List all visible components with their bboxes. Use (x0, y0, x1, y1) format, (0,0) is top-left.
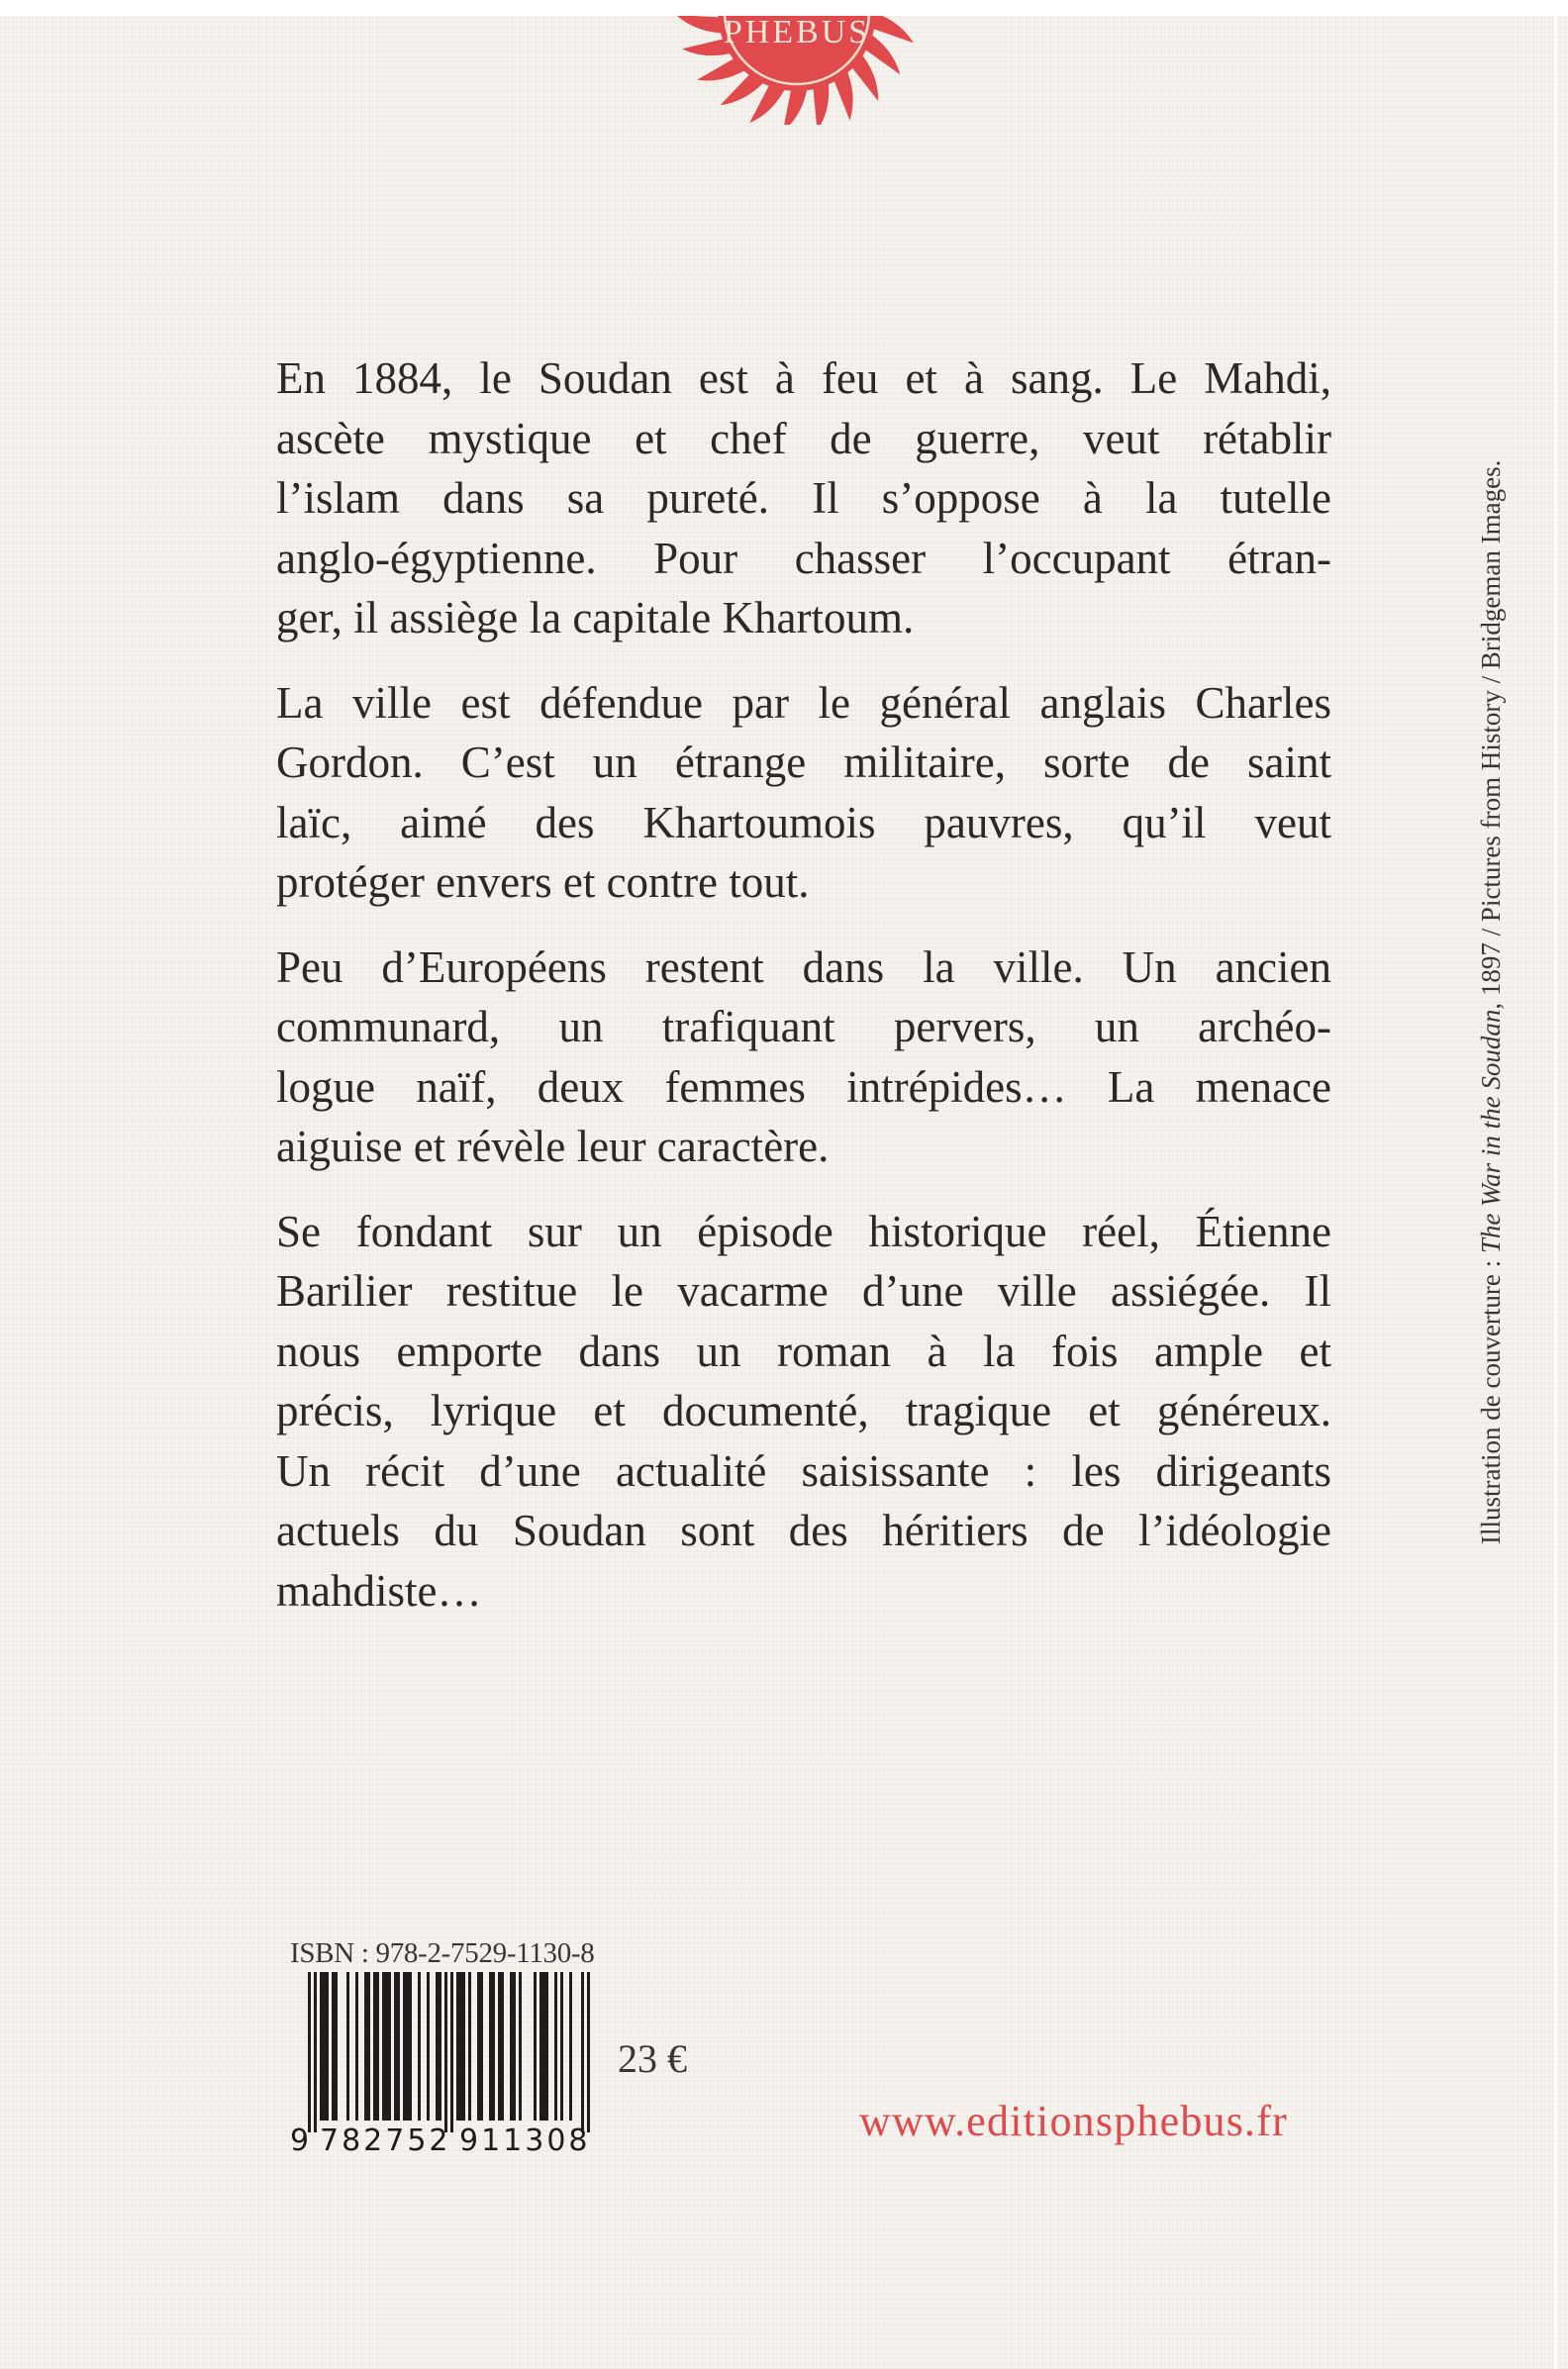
barcode-bar (355, 1972, 358, 2121)
blurb-line: mahdiste… (276, 1565, 482, 1616)
barcode-bar (534, 1972, 537, 2121)
barcode-bar (376, 1972, 379, 2121)
blurb-line: Un récit d’une actualité saisissante : les dirigeants (276, 1445, 1331, 1496)
barcode-bar (409, 1972, 412, 2121)
barcode-bar (569, 1972, 572, 2121)
blurb-line: logue naïf, deux femmes intrépides… La menace (276, 1061, 1331, 1112)
blurb-line: nous emporte dans un roman à la fois ample et (276, 1326, 1331, 1376)
barcode-bar (326, 1972, 329, 2121)
barcode-bar (545, 1972, 548, 2121)
barcode-bar (346, 1972, 349, 2121)
blurb-line: ger, il assiège la capitale Khartoum. (276, 593, 915, 642)
barcode-bar (554, 1972, 557, 2121)
scan-top-margin (0, 0, 1568, 16)
barcode-bar (439, 1972, 441, 2121)
blurb-line: laïc, aimé des Khartoumois pauvres, qu’il veut (276, 797, 1331, 847)
barcode-bar (459, 1972, 462, 2121)
barcode-bar (462, 1972, 465, 2121)
barcode-bar (480, 1972, 483, 2121)
barcode-bar (539, 1972, 542, 2121)
barcode-bar (320, 1972, 323, 2121)
barcode-bar (382, 1972, 385, 2121)
blurb-paragraph (276, 348, 1331, 648)
barcode-bar (581, 1972, 584, 2132)
barcode-bar (510, 1972, 513, 2121)
credit-suffix: , 1897 / Pictures from History / Bridgeman Images. (1476, 459, 1506, 1010)
blurb-line: Gordon. C’est un étrange militaire, sorte de saint (276, 738, 1331, 787)
blurb-line: protéger envers et contre tout. (276, 857, 810, 907)
barcode-bar (403, 1972, 406, 2121)
book-blurb (276, 348, 1331, 1645)
price: 23 € (618, 2036, 687, 2081)
barcode-bar (385, 1972, 388, 2121)
barcode-bar (519, 1972, 522, 2121)
cover-edge (1554, 16, 1557, 2369)
blurb-line: anglo-égyptienne. Pour chasser l’occupant étran- (276, 533, 1331, 583)
blurb-line: l’islam dans sa pureté. Il s’oppose à la tutelle (276, 473, 1331, 523)
blurb-line: Barilier restitue le vacarme d’une ville assiégée. Il (276, 1266, 1331, 1316)
blurb-line: En 1884, le Soudan est à feu et à sang. Le Mahdi, (276, 353, 1331, 403)
barcode-bar (492, 1972, 495, 2121)
barcode-bar (456, 1972, 459, 2121)
barcode-bar (406, 1972, 409, 2121)
barcode-bar (427, 1972, 430, 2121)
barcode-bar (314, 1972, 317, 2132)
barcode-digits-left: 782752 (320, 2123, 451, 2158)
blurb-paragraph (276, 938, 1331, 1177)
barcode-bar (418, 1972, 421, 2121)
barcode-digits-right: 911308 (459, 2123, 591, 2158)
logo-wordmark: PHEBUS (723, 16, 871, 50)
barcode-bar (477, 1972, 480, 2121)
barcode-digit-first: 9 (290, 2123, 313, 2158)
barcode-bar (436, 1972, 439, 2121)
blurb-paragraph (276, 1202, 1331, 1622)
cover-illustration-credit (1478, 361, 1505, 1544)
barcode-bar (394, 1972, 397, 2121)
barcode-bar (587, 1972, 590, 2132)
publisher-website-link[interactable]: www.editionsphebus.fr (859, 2097, 1288, 2145)
barcode-bar (332, 1972, 335, 2121)
credit-work-title: The War in the Soudan (1476, 1009, 1506, 1254)
blurb-line: aiguise et révèle leur caractère. (276, 1122, 830, 1171)
blurb-line: précis, lyrique et documenté, tragique et généreux. (276, 1386, 1331, 1435)
barcode-bar (560, 1972, 563, 2121)
barcode-bar (489, 1972, 492, 2121)
barcode-bar (373, 1972, 376, 2121)
blurb-line: communard, un trafiquant pervers, un archéo- (276, 1002, 1331, 1051)
barcode-bar (498, 1972, 501, 2121)
barcode-bar (468, 1972, 471, 2121)
barcode-bar (397, 1972, 400, 2121)
barcode-bar (367, 1972, 370, 2121)
publisher-logo (653, 16, 940, 125)
isbn-label: ISBN : 978-2-7529-1130-8 (290, 1937, 595, 1969)
barcode-bar (388, 1972, 391, 2121)
barcode-bar (364, 1972, 367, 2121)
credit-prefix: Illustration de couverture : (1476, 1253, 1506, 1544)
ean13-barcode (290, 1970, 607, 2158)
barcode-bar (513, 1972, 516, 2121)
barcode-bar (542, 1972, 545, 2121)
blurb-paragraph (276, 673, 1331, 913)
blurb-line: ascète mystique et chef de guerre, veut rétablir (276, 413, 1331, 463)
blurb-line: actuels du Soudan sont des héritiers de l’idéologie (276, 1506, 1331, 1555)
barcode-bar (501, 1972, 504, 2121)
barcode-bar (323, 1972, 326, 2121)
blurb-line: Peu d’Européens restent dans la ville. Un ancien (276, 941, 1331, 992)
barcode-bar (450, 1972, 453, 2132)
barcode-bar (444, 1972, 447, 2132)
barcode-bar (308, 1972, 311, 2132)
blurb-line: Se fondant sur un épisode historique réel, Étienne (276, 1206, 1331, 1256)
barcode-bar (335, 1972, 338, 2121)
blurb-line: La ville est défendue par le général anglais Charles (276, 677, 1331, 728)
